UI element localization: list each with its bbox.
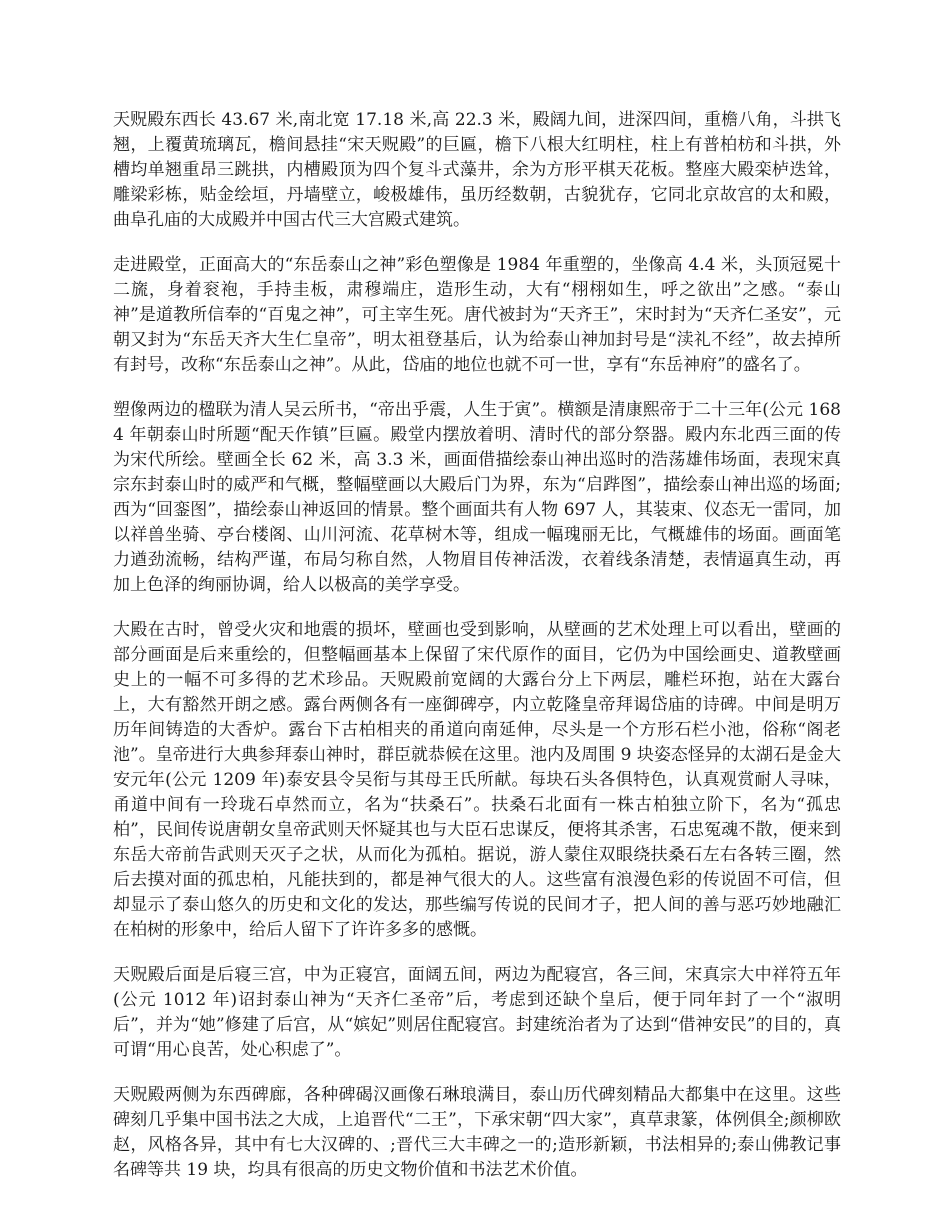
paragraph-4: 大殿在古时，曾受火灾和地震的损坏，壁画也受到影响，从壁画的艺术处理上可以看出，壁画的部分画面是后来重绘的，但整幅画基本上保留了宋代原作的面目，它仍为中国绘画史、道教壁画史上的一幅不可多得的艺术珍品。天贶殿前宽阔的大露台分上下两层，雕栏环抱，站在大露台上，大有豁然开朗之感。露台两侧各有一座御碑亭，内立乾隆皇帝拜谒岱庙的诗碑。中间是明万历年间铸造的大香炉。露台下古柏相夹的甬道向南延伸，尽头是一个方形石栏小池，俗称“阁老池”。皇帝进行大典参拜泰山神时，群臣就恭候在这里。池内及周围 9 块姿态怪异的太湖石是金大安元年(公元 1209 年)泰安县令吴衔与其母王氏所献。每块石头各俱特色，认真观赏耐人寻味，甬道中间有一玲珑石卓然而立，名为“扶桑石”。扶桑石北面有一株古柏独立阶下，名为“孤忠柏”，民间传说唐朝女皇帝武则天怀疑其也与大臣石忠谋反，便将其杀害，石忠冤魂不散，便来到东岳大帝前告武则天灭子之状，从而化为孤柏。据说，游人蒙住双眼绕扶桑石左右各转三圈，然后去摸对面的孤忠柏，凡能扶到的，都是神气很大的人。这些富有浪漫色彩的传说固不可信，但却显示了泰山悠久的历史和文化的发达，那些编写传说的民间才子，把人间的善与恶巧妙地融汇在柏树的形象中，给后人留下了许许多多的感慨。	[113, 620, 841, 940]
paragraph-5: 天贶殿后面是后寝三宫，中为正寝宫，面阔五间，两边为配寝宫，各三间，宋真宗大中祥符五年(公元 1012 年)诏封泰山神为“天齐仁圣帝”后，考虑到还缺个皇后，便于同年封了一个“淑明后”，并为“她”修建了后宫，从“嫔妃”则居住配寝宫。封建统治者为了达到“借神安民”的目的，真可谓“用心良苦，处心积虑了”。	[113, 965, 841, 1060]
paragraph-1: 天贶殿东西长 43.67 米,南北宽 17.18 米,高 22.3 米，殿阔九间，进深四间，重檐八角，斗拱飞翘，上覆黄琉璃瓦，檐间悬挂“宋天贶殿”的巨匾，檐下八根大红明柱，柱上有普柏枋和斗拱，外槽均单翘重昂三跳拱，内槽殿顶为四个复斗式藻井，余为方形平棋天花板。整座大殿栾栌迭耸，雕梁彩栋，贴金绘垣，丹墙壁立，峻极雄伟，虽历经数朝，古貌犹存，它同北京故宫的太和殿，曲阜孔庙的大成殿并中国古代三大宫殿式建筑。	[113, 110, 841, 230]
paragraph-6: 天贶殿两侧为东西碑廊，各种碑碣汉画像石琳琅满目，泰山历代碑刻精品大都集中在这里。这些碑刻几乎集中国书法之大成，上追晋代“二王”，下承宋朝“四大家”，真草隶篆，体例俱全;颜柳欧赵，风格各异，其中有七大汉碑的、;晋代三大丰碑之一的;造形新颖，书法相异的;泰山佛教记事名碑等共 19 块，均具有很高的历史文物价值和书法艺术价值。	[113, 1085, 841, 1180]
paragraph-3: 塑像两边的楹联为清人吴云所书，“帝出乎震，人生于寅”。横额是清康熙帝于二十三年(公元 1684 年朝泰山时所题“配天作镇”巨匾。殿堂内摆放着明、清时代的部分祭器。殿内东北西三面的传为宋代所绘。壁画全长 62 米，高 3.3 米，画面借描绘泰山神出巡时的浩荡雄伟场面，表现宋真宗东封泰山时的威严和气概，整幅壁画以大殿后门为界，东为“启跸图”，描绘泰山神出巡的场面;西为“回銮图”，描绘泰山神返回的情景。整个画面共有人物 697 人，其装束、仪态无一雷同，加以祥兽坐骑、亭台楼阁、山川河流、花草树木等，组成一幅瑰丽无比，气概雄伟的场面。画面笔力遒劲流畅，结构严谨，布局匀称自然，人物眉目传神活泼，衣着线条清楚，表情逼真生动，再加上色泽的绚丽协调，给人以极高的美学享受。	[113, 400, 841, 595]
paragraph-2: 走进殿堂，正面高大的“东岳泰山之神”彩色塑像是 1984 年重塑的，坐像高 4.4 米，头顶冠冕十二旒，身着衮袍，手持圭板，肃穆端庄，造形生动，大有“栩栩如生，呼之欲出”之感。“泰山神”是道教所信奉的“百鬼之神”，可主宰生死。唐代被封为“天齐王”，宋时封为“天齐仁圣安”，元朝又封为“东岳天齐大生仁皇帝”，明太祖登基后，认为给泰山神加封号是“渎礼不经”，故去掉所有封号，改称“东岳泰山之神”。从此，岱庙的地位也就不可一世，享有“东岳神府”的盛名了。	[113, 255, 841, 375]
article-body	[113, 108, 841, 1203]
